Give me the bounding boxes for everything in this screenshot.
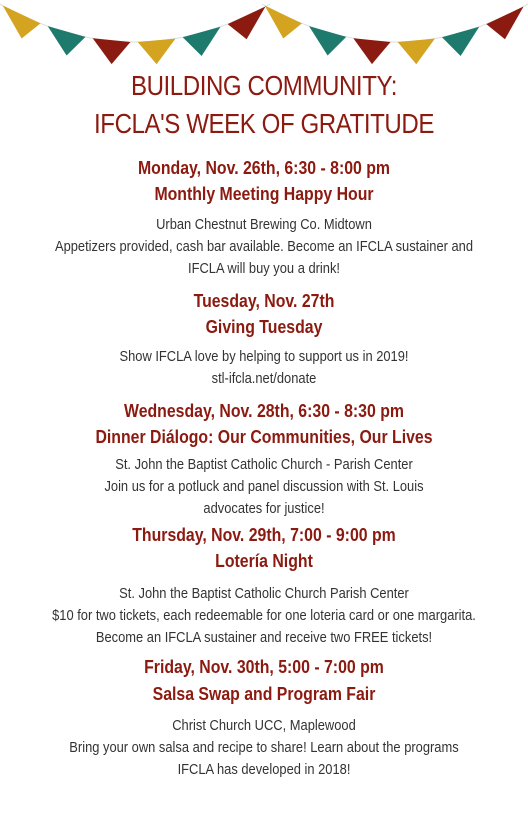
event-monday-name: Monthly Meeting Happy Hour bbox=[154, 184, 374, 204]
event-monday-detail-1: Urban Chestnut Brewing Co. Midtown bbox=[156, 216, 372, 233]
page-title-line-1: BUILDING COMMUNITY: bbox=[130, 70, 398, 101]
bunting-banner bbox=[0, 0, 528, 70]
bunting-pennant bbox=[228, 6, 266, 39]
event-wednesday-name: Dinner Diálogo: Our Communities, Our Lives bbox=[95, 427, 433, 447]
event-thursday-date: Thursday, Nov. 29th, 7:00 - 9:00 pm bbox=[132, 525, 396, 545]
bunting-pennant bbox=[48, 26, 86, 55]
event-friday-detail-2: Bring your own salsa and recipe to share! Learn about the programs bbox=[69, 739, 459, 756]
bunting-pennant bbox=[353, 38, 390, 64]
event-monday-detail-3: IFCLA will buy you a drink! bbox=[187, 260, 341, 277]
event-thursday-detail-3: Become an IFCLA sustainer and receive two FREE tickets! bbox=[95, 629, 433, 646]
event-wednesday-date: Wednesday, Nov. 28th, 6:30 - 8:30 pm bbox=[124, 401, 404, 421]
event-thursday-detail-1: St. John the Baptist Catholic Church Parish Center bbox=[119, 585, 409, 602]
event-wednesday-detail-1: St. John the Baptist Catholic Church - Parish Center bbox=[115, 456, 413, 473]
event-tuesday-date: Tuesday, Nov. 27th bbox=[193, 291, 335, 311]
bunting-pennant bbox=[442, 27, 479, 56]
event-thursday-detail-2: $10 for two tickets, each redeemable for one loteria card or one margarita. bbox=[52, 607, 476, 624]
event-thursday-name: Lotería Night bbox=[215, 551, 313, 571]
page-title-line-2: IFCLA'S WEEK OF GRATITUDE bbox=[94, 108, 434, 139]
event-friday-detail-3: IFCLA has developed in 2018! bbox=[177, 761, 351, 778]
event-wednesday-detail-3: advocates for justice! bbox=[203, 500, 325, 517]
event-tuesday-detail-2: stl-ifcla.net/donate bbox=[211, 370, 317, 387]
bunting-pennant bbox=[183, 27, 221, 56]
bunting-pennant bbox=[138, 39, 176, 65]
event-monday-date: Monday, Nov. 26th, 6:30 - 8:00 pm bbox=[137, 158, 391, 178]
event-tuesday-detail-1: Show IFCLA love by helping to support us in 2019! bbox=[119, 348, 409, 365]
event-friday-detail-1: Christ Church UCC, Maplewood bbox=[172, 717, 356, 734]
bunting-pennant bbox=[486, 6, 523, 39]
bunting-pennant bbox=[265, 6, 302, 39]
event-friday-name: Salsa Swap and Program Fair bbox=[152, 684, 376, 704]
bunting-pennant bbox=[3, 6, 41, 39]
event-friday-date: Friday, Nov. 30th, 5:00 - 7:00 pm bbox=[144, 657, 384, 677]
event-wednesday-detail-2: Join us for a potluck and panel discussion with St. Louis bbox=[104, 478, 424, 495]
event-monday-detail-2: Appetizers provided, cash bar available. Become an IFCLA sustainer and bbox=[54, 238, 474, 255]
bunting-pennant bbox=[93, 38, 131, 64]
bunting-pennant bbox=[309, 26, 346, 55]
event-tuesday-name: Giving Tuesday bbox=[205, 317, 323, 337]
bunting-pennant bbox=[398, 39, 435, 65]
